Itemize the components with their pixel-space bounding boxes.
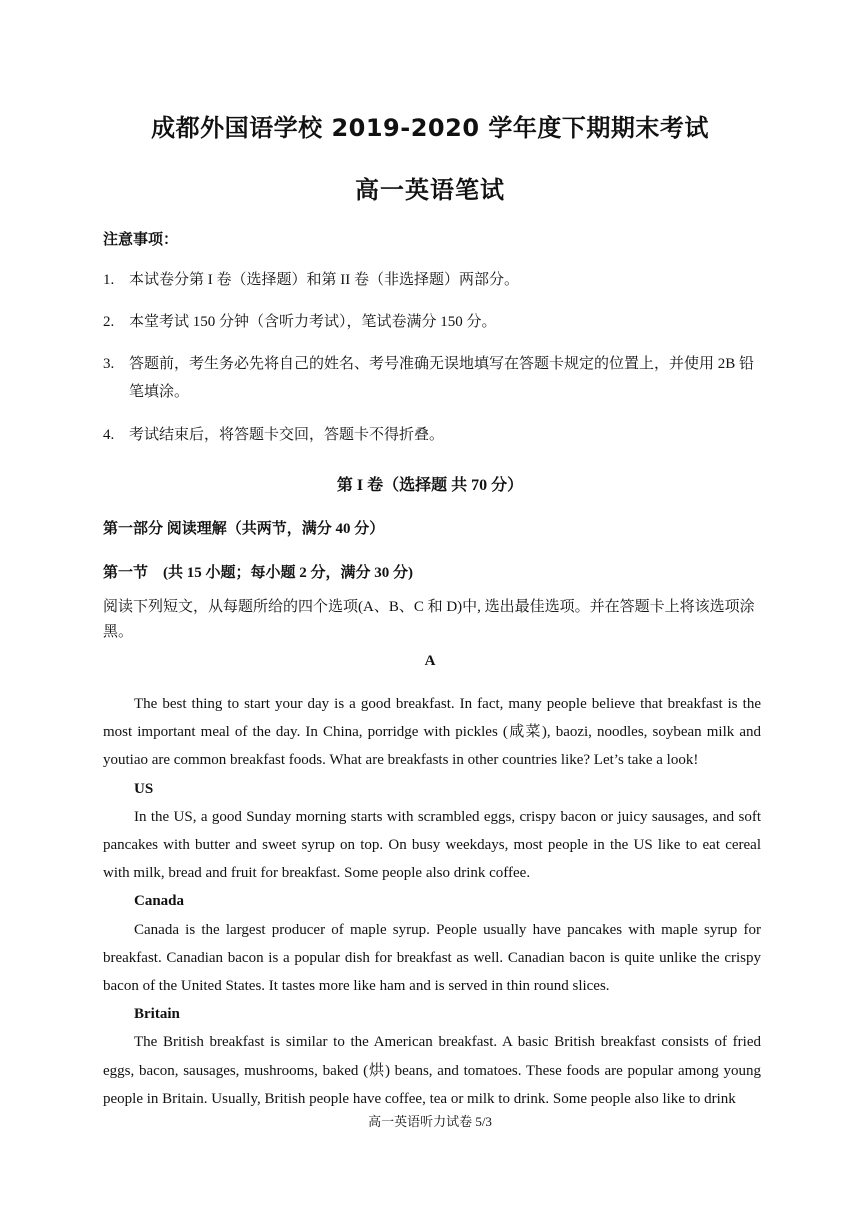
- note-text: 考试结束后，将答题卡交回，答题卡不得折叠。: [129, 427, 445, 443]
- note-number: 2.: [103, 314, 115, 330]
- britain-heading: Britain: [134, 1006, 180, 1023]
- note-item: [103, 421, 763, 449]
- exam-title: 成都外国语学校 2019-2020 学年度下期期末考试: [151, 114, 709, 142]
- passage-body: [103, 690, 761, 1113]
- passage-letter: A: [424, 653, 436, 669]
- exam-subtitle: 高一英语笔试: [355, 176, 505, 204]
- notes-heading: 注意事项：: [103, 232, 179, 248]
- note-number: 1.: [103, 272, 115, 288]
- note-item: [103, 308, 763, 336]
- passage-intro: The best thing to start your day is a good breakfast. In fact, many people believe that breakfast is the most important meal of the day. In China, porridge with pickles (咸菜), baozi, noodles, soybean milk and youtiao are common breakfast foods. What are breakfasts in other countries like? Let’s take a look!: [103, 696, 761, 769]
- subsection-heading: 第一节 (共 15 小题；每小题 2 分，满分 30 分): [103, 565, 413, 581]
- canada-heading: Canada: [134, 893, 185, 910]
- britain-paragraph: The British breakfast is similar to the American breakfast. A basic British breakfast consists of fried eggs, bacon, sausages, mushrooms, baked (烘) beans, and tomatoes. These foods are popular among young people in Britain. Usually, British people have coffee, tea or milk to drink. Some people also like to drink: [103, 1034, 761, 1107]
- page-footer: 高一英语听力试卷 5/3: [368, 1114, 492, 1129]
- section-title: 第 I 卷（选择题 共 70 分）: [336, 477, 524, 494]
- part-heading: 第一部分 阅读理解（共两节，满分 40 分）: [103, 521, 385, 537]
- canada-paragraph: Canada is the largest producer of maple syrup. People usually have pancakes with maple syrup for breakfast. Canadian bacon is a popular dish for breakfast as well. Canadian bacon is quite unlike the crispy bacon of the United States. It tastes more like ham and is served in thin round slices.: [103, 921, 761, 995]
- directions-text: 阅读下列短文，从每题所给的四个选项(A、B、C 和 D)中, 选出最佳选项。并在答题卡上将该选项涂黑。: [103, 599, 755, 640]
- us-heading: US: [134, 780, 154, 797]
- note-text: 答题前，考生务必先将自己的姓名、考号准确无误地填写在答题卡规定的位置上，并使用 2B 铅笔填涂。: [129, 356, 755, 400]
- note-text: 本堂考试 150 分钟（含听力考试），笔试卷满分 150 分。: [129, 314, 497, 330]
- note-item: [103, 266, 763, 294]
- note-number: 4.: [103, 427, 115, 443]
- us-paragraph: In the US, a good Sunday morning starts with scrambled eggs, crispy bacon or juicy sausages, and soft pancakes with butter and sweet syrup on top. On busy weekdays, most people in the US like to eat cereal with milk, bread and fruit for breakfast. Some people also drink coffee.: [103, 808, 761, 882]
- note-item: [103, 350, 763, 406]
- note-text: 本试卷分第 I 卷（选择题）和第 II 卷（非选择题）两部分。: [129, 272, 519, 288]
- note-number: 3.: [103, 356, 115, 372]
